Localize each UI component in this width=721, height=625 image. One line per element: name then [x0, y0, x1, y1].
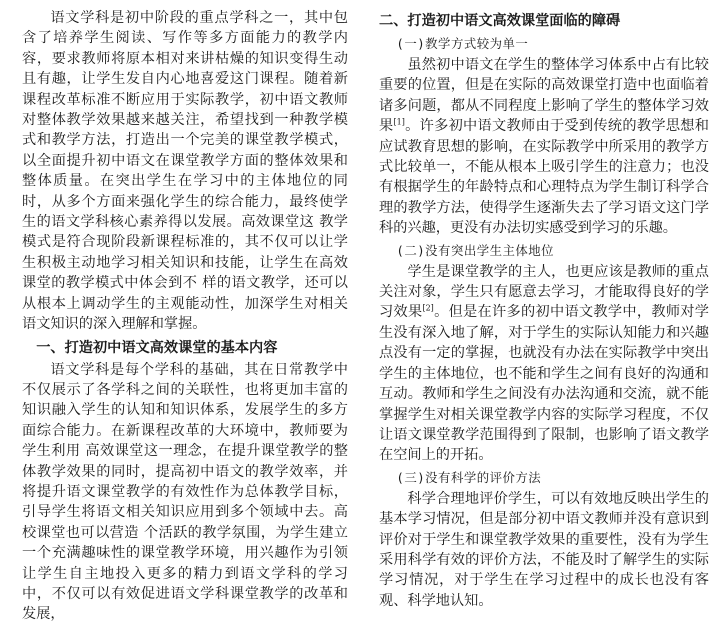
- subsection-1-text-b: 。许多初中语文教师由于受到传统的教学思想和应试教育思想的影响，在实际教学中所采用的教学方式比较单一，不能从根本上吸引学生的注意力；也没有根据学生的年龄特点和心理特点为学生制订科学合理的教学方法，使得学生逐渐失去了学习语文这门学科的兴趣，更没有办法切实感受到学习的乐趣。: [379, 118, 709, 237]
- subsection-2-text-a: 学生是课堂教学的主人，也更应该是教师的重点关注对象，学生只有愿意去学习，才能取得良好的学习效果: [379, 263, 709, 321]
- section-1-heading: 一、打造初中语文高效课堂的基本内容: [36, 339, 278, 356]
- subsection-3-paragraph: 科学合理地评价学生，可以有效地反映出学生的基本学习情况，但是部分初中语文教师并没有意识到评价对于学生和课堂教学效果的重要性，没有为学生采用科学有效的评价方法，不能及时了解学生的实际学习情况，对于学生在学习过程中的成长也没有客观、科学地认知。: [379, 490, 709, 609]
- subsection-1-text-a: 虽然初中语文在学生的整体学习体系中占有比较重要的位置，但是在实际的高效课堂打造中也面临着诸多问题，都从不同程度上影响了学生的整体学习效果: [379, 57, 709, 135]
- subsection-1-paragraph: [379, 55, 709, 239]
- section-1-paragraph: 语文学科是每个学科的基础，其在日常教学中不仅展示了各学科之间的关联性，也将更加丰富的知识融入学生的认知和知识体系，发展学生的多方面综合能力。在新课程改革的大环境中，教师要为学生利用 高效课堂这一理念，在提升课堂教学的整体教学效果的同时，提高初中语文的教学效率，并将提升语文课堂教学的有效性作为总体教学目标，引导学生将语文相关知识应用到多个领域中去。高校课堂也可以营造 个活跃的教学氛围，为学生建立一个充满趣味性的课堂教学环境，用兴趣作为引领让学生自主地投入更多的精力到语文学科的学习中，不仅可以有效促进语文学科课堂教学的改革和发展，: [22, 361, 348, 623]
- subsection-2-paragraph: [379, 262, 709, 466]
- citation-ref-1: [1]: [393, 117, 405, 127]
- subsection-1-heading: (一)教学方式较为单一: [396, 36, 529, 51]
- intro-paragraph: 语文学科是初中阶段的重点学科之一，其中包含了培养学生阅读、写作等多方面能力的教学内容，要求教师将原本相对来讲枯燥的知识变得生动且有趣，让学生发自内心地喜爱这门课程。随着新课程改革标准不断应用于实际教学，初中语文教师对整体教学效果越来越关注，希望找到一种教学模式和教学方法，打造出一个完美的课堂教学模式，以全面提升初中语文在课堂教学方面的整体效果和整体质量。在突出学生在学习中的主体地位的同时，从多个方面来强化学生的综合能力，最终使学生的语文学科核心素养得以发展。高效课堂这 教学模式是符合现阶段新课程标准的，其不仅可以让学生积极主动地学习相关知识和技能，让学生在高效课堂的教学模式中体会到不 样的语文教学，还可以从根本上调动学生的主观能动性，加深学生对相关语文知识的深入理解和掌握。: [22, 10, 348, 333]
- subsection-3-heading: (三)没有科学的评价方法: [396, 469, 542, 485]
- citation-ref-2: [2]: [422, 303, 434, 313]
- subsection-2-heading: (二)没有突出学生主体地位: [396, 242, 555, 258]
- subsection-2-text-b: 。但是在许多的初中语文教学中，教师对学生没有深入地了解，对于学生的实际认知能力和兴趣点没有一定的掌握，也就没有办法在实际教学中突出学生的主体地位，也不能和学生之间有良好的沟通和互动。教师和学生之间没有办法沟通和交流，就不能掌握学生对相关课堂教学内容的实际学习程度，不仅让语文课堂教学范围得到了限制，也影响了语文教学在空间上的开拓。: [379, 304, 709, 464]
- section-2-heading: 二、打造初中语文高效课堂面临的障碍: [379, 13, 621, 29]
- right-column: [379, 8, 709, 609]
- left-column: [22, 8, 348, 623]
